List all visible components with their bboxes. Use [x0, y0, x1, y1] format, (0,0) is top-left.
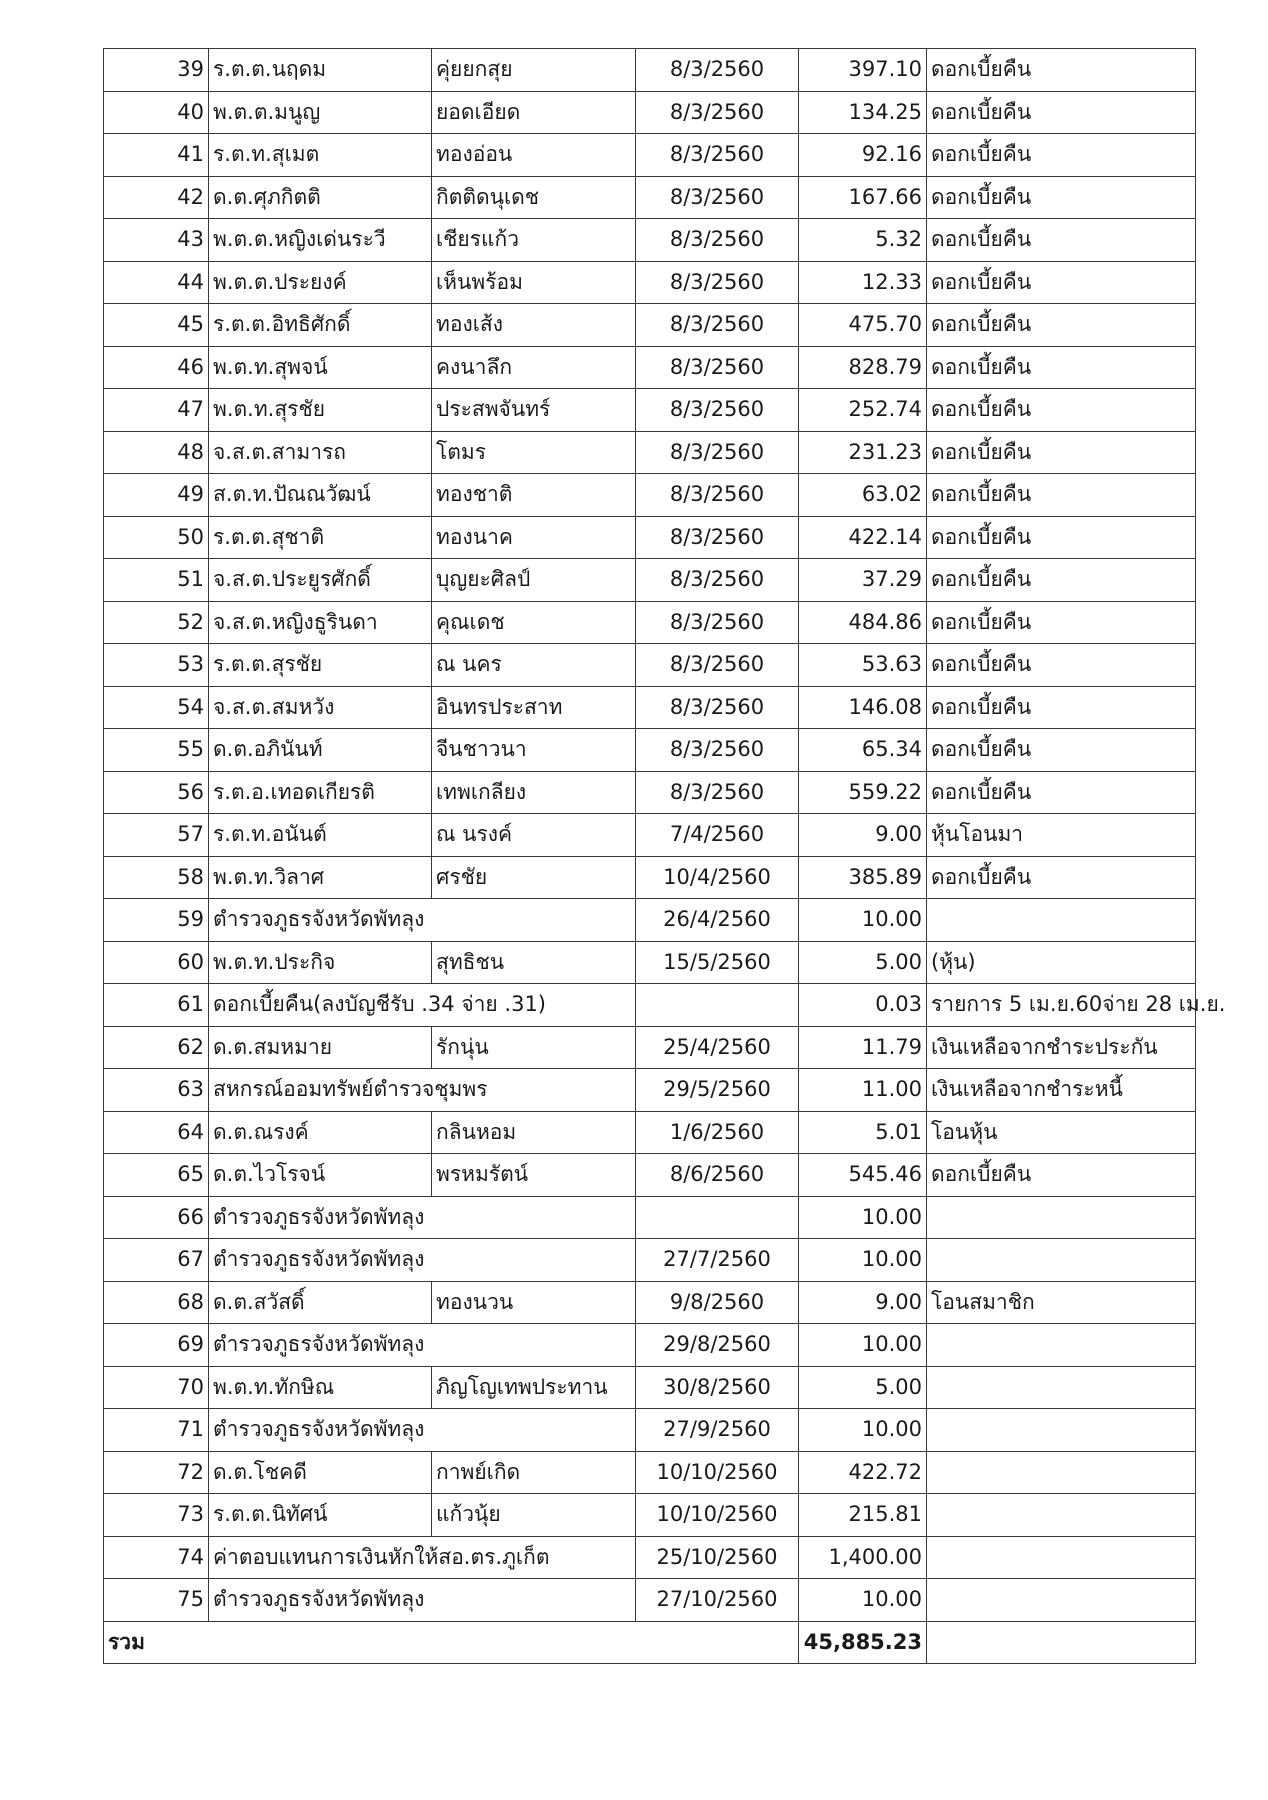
remark: ดอกเบี้ยคืน	[927, 134, 1196, 177]
amount: 10.00	[799, 1196, 927, 1239]
table-row	[104, 389, 1196, 432]
transaction-date: 1/6/2560	[636, 1111, 799, 1154]
member-surname: ทองนวน	[432, 1281, 636, 1324]
table-row	[104, 559, 1196, 602]
member-surname: เห็นพร้อม	[432, 261, 636, 304]
row-number: 40	[104, 91, 209, 134]
table-row	[104, 261, 1196, 304]
member-name: ร.ต.ท.อนันต์	[209, 814, 432, 857]
member-surname: พรหมรัตน์	[432, 1154, 636, 1197]
member-name: ตำรวจภูธรจังหวัดพัทลุง	[209, 899, 636, 942]
table-row	[104, 1494, 1196, 1537]
remark: ดอกเบี้ยคืน	[927, 1154, 1196, 1197]
table-row	[104, 1366, 1196, 1409]
amount: 10.00	[799, 1239, 927, 1282]
member-surname: แก้วนุ้ย	[432, 1494, 636, 1537]
amount: 12.33	[799, 261, 927, 304]
remark	[927, 899, 1196, 942]
table-row	[104, 1196, 1196, 1239]
row-number: 55	[104, 729, 209, 772]
total-remark	[927, 1621, 1196, 1663]
row-number: 41	[104, 134, 209, 177]
row-number: 71	[104, 1409, 209, 1452]
total-row	[104, 1621, 1196, 1663]
member-surname: คุณเดช	[432, 601, 636, 644]
remark: ดอกเบี้ยคืน	[927, 219, 1196, 262]
member-name: จ.ส.ต.ประยูรศักดิ์	[209, 559, 432, 602]
remark	[927, 1579, 1196, 1622]
member-surname: ณ นคร	[432, 644, 636, 687]
table-row	[104, 1111, 1196, 1154]
transaction-date: 25/4/2560	[636, 1026, 799, 1069]
remark: โอนสมาชิก	[927, 1281, 1196, 1324]
amount: 9.00	[799, 814, 927, 857]
remark: (หุ้น)	[927, 941, 1196, 984]
remark: ดอกเบี้ยคืน	[927, 389, 1196, 432]
amount: 828.79	[799, 346, 927, 389]
member-surname: คงนาลึก	[432, 346, 636, 389]
remark: ดอกเบี้ยคืน	[927, 176, 1196, 219]
transaction-date: 8/3/2560	[636, 91, 799, 134]
row-number: 39	[104, 49, 209, 92]
table-row	[104, 1154, 1196, 1197]
member-surname: ทองอ่อน	[432, 134, 636, 177]
transaction-date: 8/3/2560	[636, 686, 799, 729]
member-name: ร.ต.ต.นิทัศน์	[209, 1494, 432, 1537]
member-name: ด.ต.ณรงค์	[209, 1111, 432, 1154]
remark: เงินเหลือจากชำระหนี้	[927, 1069, 1196, 1112]
amount: 397.10	[799, 49, 927, 92]
member-surname: เทพเกลียง	[432, 771, 636, 814]
member-name: พ.ต.ต.ประยงค์	[209, 261, 432, 304]
amount: 5.00	[799, 1366, 927, 1409]
member-name: ร.ต.ต.สุรชัย	[209, 644, 432, 687]
amount: 53.63	[799, 644, 927, 687]
member-surname: อินทรประสาท	[432, 686, 636, 729]
row-number: 67	[104, 1239, 209, 1282]
table-row	[104, 984, 1196, 1027]
transaction-date: 27/9/2560	[636, 1409, 799, 1452]
table-row	[104, 91, 1196, 134]
transaction-date: 15/5/2560	[636, 941, 799, 984]
transaction-date: 8/3/2560	[636, 219, 799, 262]
transaction-date: 8/3/2560	[636, 601, 799, 644]
total-amount: 45,885.23	[799, 1621, 927, 1663]
remark: ดอกเบี้ยคืน	[927, 771, 1196, 814]
member-name: ส.ต.ท.ปัณณวัฒน์	[209, 474, 432, 517]
amount: 10.00	[799, 899, 927, 942]
amount: 252.74	[799, 389, 927, 432]
amount: 484.86	[799, 601, 927, 644]
member-surname: โตมร	[432, 431, 636, 474]
transaction-date: 10/4/2560	[636, 856, 799, 899]
transaction-date: 8/3/2560	[636, 516, 799, 559]
member-surname: เชียรแก้ว	[432, 219, 636, 262]
table-row	[104, 219, 1196, 262]
transaction-date: 8/3/2560	[636, 49, 799, 92]
amount: 11.00	[799, 1069, 927, 1112]
row-number: 53	[104, 644, 209, 687]
member-name: พ.ต.ท.วิลาศ	[209, 856, 432, 899]
amount: 545.46	[799, 1154, 927, 1197]
member-name: ด.ต.สมหมาย	[209, 1026, 432, 1069]
amount: 37.29	[799, 559, 927, 602]
member-surname: ณ นรงค์	[432, 814, 636, 857]
remark	[927, 1324, 1196, 1367]
member-surname: สุทธิชน	[432, 941, 636, 984]
amount: 5.00	[799, 941, 927, 984]
table-row	[104, 1026, 1196, 1069]
remark	[927, 1451, 1196, 1494]
amount: 92.16	[799, 134, 927, 177]
ledger-table	[103, 48, 1226, 1664]
amount: 167.66	[799, 176, 927, 219]
amount: 134.25	[799, 91, 927, 134]
row-number: 48	[104, 431, 209, 474]
member-name: ด.ต.ศุภกิตติ	[209, 176, 432, 219]
transaction-date: 10/10/2560	[636, 1451, 799, 1494]
member-surname: ศรชัย	[432, 856, 636, 899]
transaction-date: 8/3/2560	[636, 559, 799, 602]
transaction-date: 27/10/2560	[636, 1579, 799, 1622]
member-name: ด.ต.โชคดี	[209, 1451, 432, 1494]
member-surname: กาพย์เกิด	[432, 1451, 636, 1494]
table-row	[104, 856, 1196, 899]
table-row	[104, 1579, 1196, 1622]
remark	[927, 1536, 1196, 1579]
table-row	[104, 1451, 1196, 1494]
table-row	[104, 346, 1196, 389]
member-name: ด.ต.สวัสดิ์	[209, 1281, 432, 1324]
member-surname: คุ่ยยกสุย	[432, 49, 636, 92]
amount: 10.00	[799, 1579, 927, 1622]
table-row	[104, 1239, 1196, 1282]
remark: ดอกเบี้ยคืน	[927, 261, 1196, 304]
amount: 385.89	[799, 856, 927, 899]
member-name: พ.ต.ท.ทักษิณ	[209, 1366, 432, 1409]
row-number: 70	[104, 1366, 209, 1409]
transaction-date: 26/4/2560	[636, 899, 799, 942]
remark: ดอกเบี้ยคืน	[927, 601, 1196, 644]
transaction-date: 8/6/2560	[636, 1154, 799, 1197]
row-number: 60	[104, 941, 209, 984]
member-name: ร.ต.ท.สุเมต	[209, 134, 432, 177]
amount: 422.72	[799, 1451, 927, 1494]
amount: 422.14	[799, 516, 927, 559]
remark: ดอกเบี้ยคืน	[927, 686, 1196, 729]
transaction-date: 29/8/2560	[636, 1324, 799, 1367]
row-number: 63	[104, 1069, 209, 1112]
transaction-date: 8/3/2560	[636, 304, 799, 347]
remark: เงินเหลือจากชำระประกัน	[927, 1026, 1196, 1069]
table-row	[104, 474, 1196, 517]
member-surname: ภิญโญเทพประทาน	[432, 1366, 636, 1409]
table-row	[104, 1409, 1196, 1452]
row-number: 50	[104, 516, 209, 559]
member-name: ด.ต.อภินันท์	[209, 729, 432, 772]
amount: 65.34	[799, 729, 927, 772]
table-row	[104, 941, 1196, 984]
row-number: 45	[104, 304, 209, 347]
row-number: 66	[104, 1196, 209, 1239]
member-name: ร.ต.ต.อิทธิศักดิ์	[209, 304, 432, 347]
member-name: ตำรวจภูธรจังหวัดพัทลุง	[209, 1579, 636, 1622]
member-name: ด.ต.ไวโรจน์	[209, 1154, 432, 1197]
member-name: สหกรณ์ออมทรัพย์ตำรวจชุมพร	[209, 1069, 636, 1112]
row-number: 64	[104, 1111, 209, 1154]
row-number: 69	[104, 1324, 209, 1367]
member-surname: บุญยะศิลป์	[432, 559, 636, 602]
row-number: 75	[104, 1579, 209, 1622]
amount: 0.03	[799, 984, 927, 1027]
member-name: ตำรวจภูธรจังหวัดพัทลุง	[209, 1239, 636, 1282]
transaction-date: 8/3/2560	[636, 261, 799, 304]
row-number: 49	[104, 474, 209, 517]
transaction-date: 8/3/2560	[636, 771, 799, 814]
table-row	[104, 686, 1196, 729]
row-number: 58	[104, 856, 209, 899]
table-row	[104, 644, 1196, 687]
row-number: 61	[104, 984, 209, 1027]
table-row	[104, 771, 1196, 814]
table-row	[104, 49, 1196, 92]
transaction-date: 8/3/2560	[636, 729, 799, 772]
remark	[927, 1494, 1196, 1537]
table-row	[104, 1324, 1196, 1367]
transaction-date: 8/3/2560	[636, 134, 799, 177]
transaction-date: 7/4/2560	[636, 814, 799, 857]
transaction-date: 27/7/2560	[636, 1239, 799, 1282]
remark: ดอกเบี้ยคืน	[927, 516, 1196, 559]
transaction-date: 29/5/2560	[636, 1069, 799, 1112]
member-name: ร.ต.อ.เทอดเกียรติ	[209, 771, 432, 814]
row-number: 72	[104, 1451, 209, 1494]
table-row	[104, 176, 1196, 219]
remark: ดอกเบี้ยคืน	[927, 304, 1196, 347]
member-surname: จีนชาวนา	[432, 729, 636, 772]
amount: 10.00	[799, 1409, 927, 1452]
member-surname: ประสพจันทร์	[432, 389, 636, 432]
table-row	[104, 729, 1196, 772]
remark: ดอกเบี้ยคืน	[927, 559, 1196, 602]
table-row	[104, 516, 1196, 559]
amount: 63.02	[799, 474, 927, 517]
member-name: จ.ส.ต.หญิงธูรินดา	[209, 601, 432, 644]
row-number: 47	[104, 389, 209, 432]
member-name: พ.ต.ท.ประกิจ	[209, 941, 432, 984]
amount: 11.79	[799, 1026, 927, 1069]
transaction-date: 8/3/2560	[636, 389, 799, 432]
row-number: 68	[104, 1281, 209, 1324]
row-number: 65	[104, 1154, 209, 1197]
member-name: พ.ต.ท.สุรชัย	[209, 389, 432, 432]
member-name: พ.ต.ต.มนูญ	[209, 91, 432, 134]
member-name: ค่าตอบแทนการเงินหักให้สอ.ตร.ภูเก็ต	[209, 1536, 636, 1579]
member-surname: ทองเส้ง	[432, 304, 636, 347]
table-row	[104, 134, 1196, 177]
remark: ดอกเบี้ยคืน	[927, 431, 1196, 474]
transaction-date: 8/3/2560	[636, 176, 799, 219]
row-number: 54	[104, 686, 209, 729]
table-row	[104, 431, 1196, 474]
member-surname: กลินหอม	[432, 1111, 636, 1154]
remark	[927, 1366, 1196, 1409]
row-number: 43	[104, 219, 209, 262]
remark: ดอกเบี้ยคืน	[927, 49, 1196, 92]
table-row	[104, 1069, 1196, 1112]
row-number: 56	[104, 771, 209, 814]
row-number: 46	[104, 346, 209, 389]
table-row	[104, 304, 1196, 347]
row-number: 42	[104, 176, 209, 219]
remark: รายการ 5 เม.ย.60จ่าย 28 เม.ย.	[927, 984, 1196, 1027]
transaction-date: 8/3/2560	[636, 346, 799, 389]
remark: ดอกเบี้ยคืน	[927, 729, 1196, 772]
table-row	[104, 899, 1196, 942]
amount: 5.01	[799, 1111, 927, 1154]
row-number: 51	[104, 559, 209, 602]
total-label: รวม	[104, 1621, 799, 1663]
member-surname: รักนุ่น	[432, 1026, 636, 1069]
transaction-date: 9/8/2560	[636, 1281, 799, 1324]
table-row	[104, 601, 1196, 644]
table-row	[104, 1281, 1196, 1324]
amount: 9.00	[799, 1281, 927, 1324]
table-row	[104, 1536, 1196, 1579]
remark: โอนหุ้น	[927, 1111, 1196, 1154]
transaction-date: 25/10/2560	[636, 1536, 799, 1579]
table-row	[104, 814, 1196, 857]
remark	[927, 1239, 1196, 1282]
row-number: 52	[104, 601, 209, 644]
row-number: 74	[104, 1536, 209, 1579]
member-surname: ทองนาค	[432, 516, 636, 559]
remark: ดอกเบี้ยคืน	[927, 644, 1196, 687]
member-name: ตำรวจภูธรจังหวัดพัทลุง	[209, 1196, 636, 1239]
member-surname: กิตติดนุเดช	[432, 176, 636, 219]
remark: ดอกเบี้ยคืน	[927, 91, 1196, 134]
member-name: ตำรวจภูธรจังหวัดพัทลุง	[209, 1324, 636, 1367]
row-number: 44	[104, 261, 209, 304]
remark	[927, 1196, 1196, 1239]
row-number: 57	[104, 814, 209, 857]
remark: หุ้นโอนมา	[927, 814, 1196, 857]
member-surname: ยอดเอียด	[432, 91, 636, 134]
row-number: 62	[104, 1026, 209, 1069]
remark: ดอกเบี้ยคืน	[927, 856, 1196, 899]
member-name: พ.ต.ท.สุพจน์	[209, 346, 432, 389]
amount: 5.32	[799, 219, 927, 262]
transaction-date	[636, 984, 799, 1027]
amount: 10.00	[799, 1324, 927, 1367]
member-surname: ทองชาติ	[432, 474, 636, 517]
amount: 1,400.00	[799, 1536, 927, 1579]
transaction-date: 30/8/2560	[636, 1366, 799, 1409]
amount: 146.08	[799, 686, 927, 729]
amount: 215.81	[799, 1494, 927, 1537]
amount: 559.22	[799, 771, 927, 814]
member-name: ร.ต.ต.นฤดม	[209, 49, 432, 92]
transaction-date: 8/3/2560	[636, 431, 799, 474]
remark	[927, 1409, 1196, 1452]
amount: 475.70	[799, 304, 927, 347]
transaction-date: 8/3/2560	[636, 474, 799, 517]
member-name: จ.ส.ต.สามารถ	[209, 431, 432, 474]
transaction-date: 8/3/2560	[636, 644, 799, 687]
member-name: พ.ต.ต.หญิงเด่นระวี	[209, 219, 432, 262]
member-name: ดอกเบี้ยคืน(ลงบัญชีรับ .34 จ่าย .31)	[209, 984, 636, 1027]
member-name: ตำรวจภูธรจังหวัดพัทลุง	[209, 1409, 636, 1452]
row-number: 59	[104, 899, 209, 942]
remark: ดอกเบี้ยคืน	[927, 474, 1196, 517]
member-name: จ.ส.ต.สมหวัง	[209, 686, 432, 729]
row-number: 73	[104, 1494, 209, 1537]
transaction-date	[636, 1196, 799, 1239]
amount: 231.23	[799, 431, 927, 474]
remark: ดอกเบี้ยคืน	[927, 346, 1196, 389]
transaction-date: 10/10/2560	[636, 1494, 799, 1537]
member-name: ร.ต.ต.สุชาติ	[209, 516, 432, 559]
ledger-body	[104, 49, 1226, 1622]
